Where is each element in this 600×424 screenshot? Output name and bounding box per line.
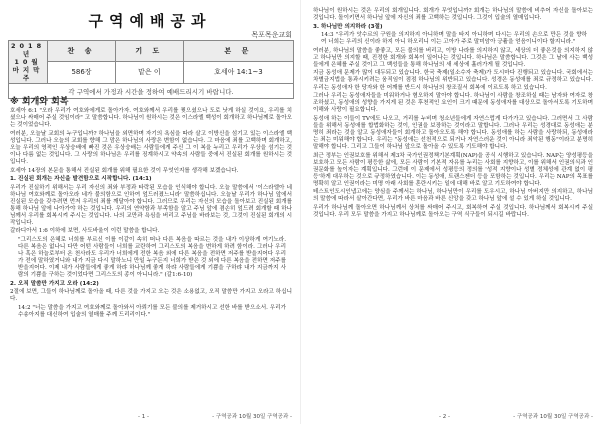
- church-name: 목포목운교회: [251, 31, 292, 39]
- subheading-2: 2. 오직 말씀만 가지고 오라 (14:2): [10, 280, 99, 287]
- hymn-number: 586장: [48, 61, 116, 83]
- page-number: - 1 -: [138, 414, 149, 420]
- sermon-title: ※ 회개와 회복: [10, 97, 69, 107]
- date-year: 2018년: [11, 42, 46, 58]
- paragraph: 동성애 하는 이들이 TV에도 나오고, 거리를 누비며 청소년들에게 자연스럽게 다가가고 있습니다. 그러면서 그 사람들을 위해서 동성애를 합법화하는 것이, 인권을 보장하는 것이라고 말합니다. 그러나 우리는 성경대로 동성애는 분명히 죄라는 것을 알고 동성애자들이 회개하고 돌아오도록 해야 합니다. 동성애를 하는 사람을 사랑하되, 동성애라는 죄는 미워해야 합니다. 우리는 "동성애는 선천적으로 되거나 자연스러운 것이 아니라 죄악된 행동"이라고 분명히 말해야 합니다. 그리고 그들이 하나님 앞으로 돌아올 수 있도록 기도해야 합니다.: [313, 115, 593, 151]
- worship-order-table: [8, 40, 294, 99]
- paragraph: 호세아 6:1 "오라 우리가 여호와에게로 돌아가자. 여호와께서 우리를 찢으셨으나 도로 낫게 하실 것이요, 우리를 치셨으나 싸매어 주실 것임이라" 고 말씀합니다. 하나님이 원하시는 것은 이스라엘 백성이 회개하고 하나님께로 돌아오는 것이었습니다.: [10, 108, 292, 129]
- paragraph: 우리가 하나님께 돌아오면 하나님께서 상처를 싸매어 주시고, 회복하여 주실 것입니다. 하나님께서 회복시켜 주실 것입니다. 우리 모두 말씀을 가지고 하나님께로 돌아오는 구역 식구들이 되시길 바랍니다.: [313, 204, 593, 219]
- footer-label: - 구역공과 10월 30일 구역공과 -: [212, 414, 292, 420]
- paragraph: 우리가 진실하기 위해서는 우리 자신의 죄와 부정과 타락된 모습을 인식해야 합니다. 오늘 말씀에서 '이스라엘아 네 하나님 여호와께로 돌아오라 네가 불의함으로 인하여 엎드러졌느니라' 말씀하십니다. 오늘날 우리가 하나님 앞에서 진실된 모습을 갖추려면 먼저 우리의 죄를 깨달아야 합니다. 그러므로 우리는 자신의 모습을 돌아보고 진실된 회개를 통해 하나님 앞에 나아가야 하는 것입니다. 우리의 연약함과 부족함을 알고 주님 앞에 겸손히 엎드려 회개할 때 하나님께서 우리를 회복시켜 주시는 것입니다. 나의 교만과 욕심을 버리고 주님을 바라보는 것, 그것이 진실된 회개의 시작입니다.: [10, 184, 292, 226]
- paragraph: 여러분, 하나님의 말씀을 좋좋고, 모든 불의를 버리고, 이방 나라를 의지하지 않고, 세상의 더 좋은것을 의지하지 않고 하나님만 의지할 때, 진정한 회개와 회복이 일어나는 것입니다. 하나님은 말씀합니다. 그것은 그 날에 사는 백성들에게 은혜를 주실 것이고 그 백성들을 통해 하나님의 새 세상에 흘러가게 될 것입니다.: [313, 47, 593, 68]
- sermon-body: [10, 108, 292, 321]
- guide-note: 각 구역에서 가정과 시간을 정하여 예배드리시기 바랍니다.: [9, 84, 294, 99]
- paragraph: 지금 동성애 문제가 많이 대두되고 있습니다. 한국 축제(일소수자 축제)가 도시마다 진행되고 있습니다. 국회에서는 차별금지법을 통과시키려는 움직임이 점점 하나님의 위반되고 있습니다. 성경은 동성애를 죄로 규정하고 있습니다. 우리는 동성애자 한 당자와 한 어깨를 반드시 하나님의 창조질서 회복에 이르도록 하고 있습니다.: [313, 70, 593, 91]
- subheading-3: 3. 하나님만 의지하라 (3절): [313, 23, 383, 30]
- paragraph: 하나님이 원하시는 것은 우리의 회개입니다. 회개가 무엇입니까? 회개는 하나님의 말씀에 비추어 자신을 돌아보는 것입니다. 돌이키면서 하나님 앞에 자신의 죄를 고백하는 것입니다. 그것이 입술의 열매입니다.: [313, 8, 593, 22]
- date-box: [9, 41, 48, 84]
- header-prayer: 기 도: [115, 41, 183, 62]
- scripture-quote: 14:2 "너는 말씀을 가지고 여호와께로 돌아와서 아뢰기를 모든 불의를 제거하시고 선한 바를 받으소서. 우리가 수송아지를 대신하여 입술의 열매를 주께 드리리이다.": [18, 304, 286, 319]
- paragraph: 갈라디아서 1:6 이하에 보면, 사도바울이 이런 말씀을 합니다.: [10, 228, 160, 235]
- subheading-1: 1. 진실된 회개는 자신을 발견함으로 시작합니다. (14:1): [10, 176, 152, 183]
- page-number: - 2 -: [439, 414, 450, 420]
- paragraph: 테스트인도시인냅고에는 양심을 주께서는 하나님, 하나님만이 우리를 도우시고, 하나님 아버지만 의지하고, 하나님의 말씀에 따라서 살아간다면, 우리가 바른 마음과 바른 신앙을 갖고 하나님 앞에 설 수 있게 하실 것입니다.: [313, 189, 593, 203]
- sermon-body-continued: [313, 8, 593, 221]
- paragraph: 여러분, 오늘날 교회의 누구입니까? 하나님을 외면하며 자기의 욕심을 따라 살고 이방신을 섬기고 있는 이스라엘 백성입니다. 그러나 오늘의 교회를 향해 그 맘은 하나님의 사랑은 변함이 없습니다. 그 마음에 죄를 고백하며 회개하고, 오늘 우리의 영적인 우상숭배에 빠진 것은 우상숭배는 사람들에게 주신 그 이 복을 누리고 우리가 우상을 섬기는 것이나 다름 없는 것입니다. 그 사랑의 하나님은 우리를 징계하시고 약속의 사람들 중에서 진실된 회개를 원하시는 것입니다.: [10, 130, 292, 166]
- scripture-reference: 호세아 14:1~3: [183, 61, 293, 83]
- prayer-assignee: 맡은 이: [115, 61, 183, 83]
- date-week: 10월 마지막주: [12, 58, 44, 82]
- scripture-quote: 14:3 "우리가 앗수르의 구원을 의지하지 아니하며 말을 타지 아니하며 다시는 우리의 손으로 만든 것을 향하여 너희는 우리의 신이라 하지 아니 하오리니 이는 고아가 주로 말미암아 긍휼을 얻음이니이다 할지니라.": [321, 32, 587, 46]
- paragraph: 최근 정부는 인권보호를 위해서 제3차 국가인권정책기본계획(NAP)을 공식 시행하고 있습니다. NAP는 양성평등을 보호하고 모든 사람이 평등한 삶에, 모든 사람이 기본적 자유를 누리는 사회를 지향하고, 이를 위해서 인권의식과 인권문화를 높이자는 계획입니다. 그런데 이 문제에서 성평등의 정의를 '성적 지향이나 성별 정체성에 관계 없이 평등'하게 대우하는 것으로 규정하였습니다. 이는 동성애, 트랜스젠더 등을 포함하는 것입니다. 우리는 NAP의 목표를 명확히 알고 인권이라는 미명 아래 사회를 혼란시키는 일에 대해 바로 알고 기도하여야 합니다.: [313, 152, 593, 187]
- paragraph: 호세아 14장의 본문을 통해서 진실된 회개를 위해 필요한 것이 무엇인지를 생각해 보겠습니다.: [10, 167, 239, 174]
- page-right: [300, 0, 600, 424]
- paragraph: 2절에 보면, 그들이 하나님께로 돌아올 때, 다른 것을 가지고 오는 것은 소용없고, 오직 말씀만 가지고 오라고 하십니다.: [10, 289, 292, 303]
- lesson-title: 구역예배공과: [88, 12, 212, 30]
- paragraph: 그러나 우리는 동성애자들을 미워하거나 혐오하지 말아야 합니다. 하나님이 사람을 창조하실 때는 남자와 여자로 창조하셨고, 동성애의 성향을 가지게 된 것은 후천적인 요인이 크기 때문에 동성애자를 대상으로 돌아서도록 기도하며 이해와 사랑이 필요합니다.: [313, 92, 593, 114]
- scripture-quote: "그리스도의 은혜로 너희를 부르신 이를 이같이 속히 떠나 다른 복음을 따르는 것을 내가 이상하게 여기노라. 다른 복음은 없나니 다만 어떤 사람들이 너희를 교란하여 그리스도의 복음을 변하게 하려 함이라. 그러나 우리나 혹은 하늘로부터 온 천사라도 우리가 너희에게 전한 복음 외에 다른 복음을 전하면 저주를 받을지어다 우리가 전에 말하였거니와 내가 지금 다시 말하노니 만일 누구든지 너희가 받은 것 외에 다른 복음을 전하면 저주를 받을지어다. 이제 내가 사람들에게 좋게 하랴 하나님께 좋게 하랴 사람들에게 기쁨을 구하랴 내가 지금까지 사람의 기쁨을 구하는 것이었다면 그리스도의 종이 아니니라." (갈1:6-10): [18, 236, 286, 279]
- header-text: 본 문: [183, 41, 293, 62]
- header-hymn: 찬 송: [48, 41, 116, 62]
- footer-label: - 구역공과 10월 30일 구역공과 -: [513, 414, 593, 420]
